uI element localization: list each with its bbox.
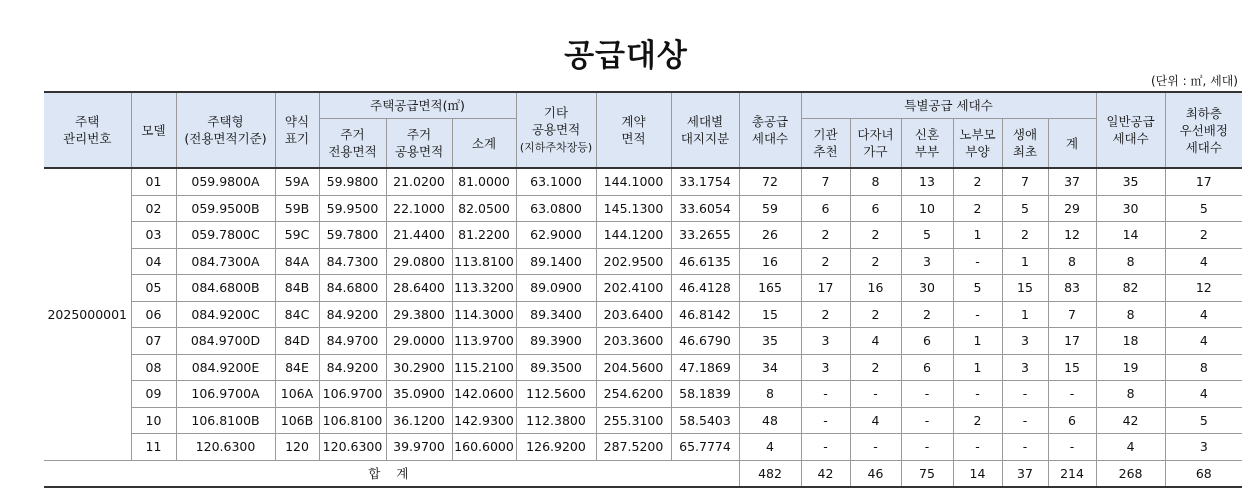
- table-cell: 29.0000: [386, 328, 452, 355]
- table-cell: 8: [1048, 248, 1096, 275]
- table-cell: 08: [131, 354, 176, 381]
- table-cell: 202.4100: [596, 275, 671, 302]
- table-cell: 02: [131, 195, 176, 222]
- table-cell: 6: [901, 354, 953, 381]
- table-cell: -: [953, 301, 1002, 328]
- table-cell: 46.6790: [671, 328, 739, 355]
- table-cell: 21.4400: [386, 222, 452, 249]
- table-row: [44, 381, 1242, 408]
- table-cell: 2: [953, 168, 1002, 195]
- table-cell: 29.0800: [386, 248, 452, 275]
- table-cell: 6: [1048, 407, 1096, 434]
- table-cell: 2: [801, 222, 850, 249]
- header-other-common: 기타 공용면적 (지하주차장등): [516, 92, 596, 168]
- total-cell: 46: [850, 460, 901, 487]
- table-cell: 3: [801, 354, 850, 381]
- table-cell: 72: [739, 168, 801, 195]
- table-cell: -: [901, 381, 953, 408]
- table-cell: 42: [1096, 407, 1165, 434]
- table-cell: 2: [850, 301, 901, 328]
- table-cell: 145.1300: [596, 195, 671, 222]
- table-cell: 142.0600: [452, 381, 516, 408]
- table-cell: 59B: [275, 195, 319, 222]
- table-cell: 254.6200: [596, 381, 671, 408]
- table-cell: 2: [850, 354, 901, 381]
- table-cell: -: [901, 434, 953, 461]
- table-cell: 89.3500: [516, 354, 596, 381]
- table-cell: 83: [1048, 275, 1096, 302]
- table-cell: 89.3400: [516, 301, 596, 328]
- table-cell: -: [1048, 434, 1096, 461]
- table-cell: 62.9000: [516, 222, 596, 249]
- table-cell: 2: [953, 195, 1002, 222]
- table-cell: 59C: [275, 222, 319, 249]
- table-cell: 06: [131, 301, 176, 328]
- table-cell: 03: [131, 222, 176, 249]
- table-cell: 144.1000: [596, 168, 671, 195]
- table-cell: 5: [1002, 195, 1048, 222]
- table-cell: 1: [953, 222, 1002, 249]
- table-cell: 84.9200: [319, 301, 386, 328]
- table-cell: 19: [1096, 354, 1165, 381]
- table-cell: 112.3800: [516, 407, 596, 434]
- table-cell: 89.0900: [516, 275, 596, 302]
- table-cell: 115.2100: [452, 354, 516, 381]
- table-cell: 106B: [275, 407, 319, 434]
- table-cell: 120.6300: [319, 434, 386, 461]
- table-cell: 202.9500: [596, 248, 671, 275]
- table-cell: 7: [1048, 301, 1096, 328]
- table-cell: 8: [850, 168, 901, 195]
- table-cell: 35.0900: [386, 381, 452, 408]
- table-cell: 35: [1096, 168, 1165, 195]
- header-firsttime: 생애 최초: [1002, 119, 1048, 169]
- table-cell: 5: [1165, 407, 1242, 434]
- table-cell: -: [1048, 381, 1096, 408]
- table-cell: 30: [901, 275, 953, 302]
- table-cell: 4: [739, 434, 801, 461]
- table-cell: 106.8100B: [176, 407, 275, 434]
- table-cell: 10: [131, 407, 176, 434]
- table-cell: 16: [850, 275, 901, 302]
- table-cell: -: [953, 434, 1002, 461]
- table-cell: 059.9800A: [176, 168, 275, 195]
- total-cell: 482: [739, 460, 801, 487]
- table-cell: -: [850, 381, 901, 408]
- table-cell: 8: [1096, 248, 1165, 275]
- table-cell: 287.5200: [596, 434, 671, 461]
- table-cell: 82: [1096, 275, 1165, 302]
- table-cell: 46.8142: [671, 301, 739, 328]
- total-cell: 42: [801, 460, 850, 487]
- table-cell: 59A: [275, 168, 319, 195]
- table-cell: 47.1869: [671, 354, 739, 381]
- header-institution: 기관 추천: [801, 119, 850, 169]
- table-row: [44, 195, 1242, 222]
- table-cell: 2: [901, 301, 953, 328]
- table-cell: 17: [1048, 328, 1096, 355]
- table-cell: 084.7300A: [176, 248, 275, 275]
- header-exclusive-area: 주거 전용면적: [319, 119, 386, 169]
- table-cell: 203.6400: [596, 301, 671, 328]
- header-supply-area: 주택공급면적(㎡): [319, 92, 516, 119]
- table-row: [44, 354, 1242, 381]
- header-newlywed: 신혼 부부: [901, 119, 953, 169]
- total-cell: 214: [1048, 460, 1096, 487]
- table-cell: 15: [739, 301, 801, 328]
- table-cell: 2: [850, 248, 901, 275]
- table-cell: 113.9700: [452, 328, 516, 355]
- table-cell: 084.9700D: [176, 328, 275, 355]
- header-house-type: 주택형 (전용면적기준): [176, 92, 275, 168]
- table-cell: 12: [1165, 275, 1242, 302]
- table-cell: 144.1200: [596, 222, 671, 249]
- table-cell: 89.1400: [516, 248, 596, 275]
- table-cell: 82.0500: [452, 195, 516, 222]
- total-label: 합 계: [44, 460, 739, 487]
- table-cell: 255.3100: [596, 407, 671, 434]
- table-cell: 65.7774: [671, 434, 739, 461]
- table-cell: 6: [801, 195, 850, 222]
- table-cell: 120.6300: [176, 434, 275, 461]
- table-cell: 58.5403: [671, 407, 739, 434]
- table-cell: 17: [1165, 168, 1242, 195]
- table-cell: 81.0000: [452, 168, 516, 195]
- table-cell: 1: [1002, 248, 1048, 275]
- table-cell: 6: [850, 195, 901, 222]
- table-cell: 21.0200: [386, 168, 452, 195]
- table-cell: 84.7300: [319, 248, 386, 275]
- table-cell: 126.9200: [516, 434, 596, 461]
- table-cell: 8: [1096, 301, 1165, 328]
- table-cell: 01: [131, 168, 176, 195]
- total-cell: 75: [901, 460, 953, 487]
- table-cell: 15: [1048, 354, 1096, 381]
- table-cell: 84.6800: [319, 275, 386, 302]
- table-row: [44, 434, 1242, 461]
- table-cell: 84D: [275, 328, 319, 355]
- table-cell: 30.2900: [386, 354, 452, 381]
- table-cell: 106.9700: [319, 381, 386, 408]
- table-cell: 113.8100: [452, 248, 516, 275]
- table-cell: 59.9500: [319, 195, 386, 222]
- table-cell: 11: [131, 434, 176, 461]
- table-cell: -: [901, 407, 953, 434]
- table-cell: 112.5600: [516, 381, 596, 408]
- table-cell: 10: [901, 195, 953, 222]
- table-cell: 2: [1165, 222, 1242, 249]
- table-cell: 4: [1165, 248, 1242, 275]
- total-cell: 14: [953, 460, 1002, 487]
- table-cell: 3: [801, 328, 850, 355]
- unit-note: (단위 : ㎡, 세대): [1150, 74, 1238, 88]
- table-cell: 3: [1002, 354, 1048, 381]
- table-cell: 3: [1002, 328, 1048, 355]
- table-cell: 81.2200: [452, 222, 516, 249]
- table-cell: 2: [801, 248, 850, 275]
- table-cell: 13: [901, 168, 953, 195]
- header-land-share: 세대별 대지지분: [671, 92, 739, 168]
- table-cell: 84B: [275, 275, 319, 302]
- table-cell: 1: [1002, 301, 1048, 328]
- table-cell: 33.2655: [671, 222, 739, 249]
- table-cell: 165: [739, 275, 801, 302]
- header-model: 모델: [131, 92, 176, 168]
- table-cell: 59.9800: [319, 168, 386, 195]
- header-special-supply: 특별공급 세대수: [801, 92, 1096, 119]
- table-cell: 4: [1165, 301, 1242, 328]
- table-cell: 2: [801, 301, 850, 328]
- table-cell: 2: [953, 407, 1002, 434]
- table-cell: 4: [850, 407, 901, 434]
- table-cell: 63.1000: [516, 168, 596, 195]
- table-cell: 203.3600: [596, 328, 671, 355]
- table-cell: 6: [901, 328, 953, 355]
- table-cell: 16: [739, 248, 801, 275]
- table-cell: -: [1002, 434, 1048, 461]
- table-cell: 39.9700: [386, 434, 452, 461]
- table-cell: 33.6054: [671, 195, 739, 222]
- total-cell: 37: [1002, 460, 1048, 487]
- table-cell: 12: [1048, 222, 1096, 249]
- table-cell: 33.1754: [671, 168, 739, 195]
- table-cell: 7: [1002, 168, 1048, 195]
- table-cell: -: [1002, 407, 1048, 434]
- table-cell: 4: [850, 328, 901, 355]
- table-row: [44, 248, 1242, 275]
- table-cell: 59: [739, 195, 801, 222]
- header-special-sum: 계: [1048, 119, 1096, 169]
- table-cell: 114.3000: [452, 301, 516, 328]
- table-cell: 106A: [275, 381, 319, 408]
- table-cell: 15: [1002, 275, 1048, 302]
- table-cell: 89.3900: [516, 328, 596, 355]
- table-cell: 8: [1096, 381, 1165, 408]
- table-cell: 37: [1048, 168, 1096, 195]
- table-cell: 48: [739, 407, 801, 434]
- table-row: [44, 301, 1242, 328]
- table-cell: 34: [739, 354, 801, 381]
- table-cell: 5: [901, 222, 953, 249]
- table-cell: 17: [801, 275, 850, 302]
- table-cell: 8: [739, 381, 801, 408]
- table-cell: 113.3200: [452, 275, 516, 302]
- table-cell: 2: [1002, 222, 1048, 249]
- header-house-mgmt-no: 주택 관리번호: [44, 92, 131, 168]
- header-elderly: 노부모 부양: [953, 119, 1002, 169]
- table-cell: 84E: [275, 354, 319, 381]
- table-cell: 07: [131, 328, 176, 355]
- table-cell: 160.6000: [452, 434, 516, 461]
- table-cell: -: [801, 434, 850, 461]
- mgmt-no-cell: 2025000001: [44, 168, 131, 460]
- table-cell: 4: [1096, 434, 1165, 461]
- table-cell: 059.7800C: [176, 222, 275, 249]
- table-row: [44, 328, 1242, 355]
- table-cell: 04: [131, 248, 176, 275]
- table-cell: 059.9500B: [176, 195, 275, 222]
- table-row: [44, 168, 1242, 195]
- table-cell: 26: [739, 222, 801, 249]
- table-cell: 084.9200C: [176, 301, 275, 328]
- table-cell: 5: [953, 275, 1002, 302]
- table-row: [44, 275, 1242, 302]
- header-contract-area: 계약 면적: [596, 92, 671, 168]
- table-cell: 35: [739, 328, 801, 355]
- total-cell: 268: [1096, 460, 1165, 487]
- header-common-area: 주거 공용면적: [386, 119, 452, 169]
- table-cell: 14: [1096, 222, 1165, 249]
- table-cell: 84.9200: [319, 354, 386, 381]
- table-cell: 106.9700A: [176, 381, 275, 408]
- table-cell: 84.9700: [319, 328, 386, 355]
- table-cell: 1: [953, 354, 1002, 381]
- table-cell: 7: [801, 168, 850, 195]
- table-cell: 4: [1165, 381, 1242, 408]
- table-cell: 2: [850, 222, 901, 249]
- table-cell: 09: [131, 381, 176, 408]
- table-cell: 5: [1165, 195, 1242, 222]
- table-cell: 1: [953, 328, 1002, 355]
- table-cell: 4: [1165, 328, 1242, 355]
- table-cell: 46.4128: [671, 275, 739, 302]
- table-cell: 084.6800B: [176, 275, 275, 302]
- table-cell: 120: [275, 434, 319, 461]
- table-cell: 18: [1096, 328, 1165, 355]
- supply-table: [44, 91, 1242, 488]
- header-abbr: 약식 표기: [275, 92, 319, 168]
- table-cell: 58.1839: [671, 381, 739, 408]
- total-cell: 68: [1165, 460, 1242, 487]
- table-cell: 142.9300: [452, 407, 516, 434]
- table-cell: -: [953, 248, 1002, 275]
- table-cell: 28.6400: [386, 275, 452, 302]
- table-cell: -: [953, 381, 1002, 408]
- table-cell: 22.1000: [386, 195, 452, 222]
- table-cell: 8: [1165, 354, 1242, 381]
- table-cell: -: [1002, 381, 1048, 408]
- page-title: 공급대상: [564, 38, 688, 74]
- header-subtotal: 소계: [452, 119, 516, 169]
- table-cell: 63.0800: [516, 195, 596, 222]
- table-cell: 204.5600: [596, 354, 671, 381]
- table-cell: 84A: [275, 248, 319, 275]
- header-total-supply: 총공급 세대수: [739, 92, 801, 168]
- total-row: [44, 460, 1242, 487]
- table-cell: 05: [131, 275, 176, 302]
- table-cell: 29.3800: [386, 301, 452, 328]
- table-cell: 106.8100: [319, 407, 386, 434]
- table-cell: 3: [1165, 434, 1242, 461]
- table-cell: -: [801, 381, 850, 408]
- table-row: [44, 222, 1242, 249]
- table-cell: -: [850, 434, 901, 461]
- table-cell: 36.1200: [386, 407, 452, 434]
- header-general-supply: 일반공급 세대수: [1096, 92, 1165, 168]
- table-cell: 30: [1096, 195, 1165, 222]
- table-cell: -: [801, 407, 850, 434]
- table-cell: 59.7800: [319, 222, 386, 249]
- header-multichild: 다자녀 가구: [850, 119, 901, 169]
- table-cell: 84C: [275, 301, 319, 328]
- table-cell: 084.9200E: [176, 354, 275, 381]
- table-row: [44, 407, 1242, 434]
- table-cell: 3: [901, 248, 953, 275]
- table-cell: 29: [1048, 195, 1096, 222]
- table-cell: 46.6135: [671, 248, 739, 275]
- header-lowest-floor: 최하층 우선배정 세대수: [1165, 92, 1242, 168]
